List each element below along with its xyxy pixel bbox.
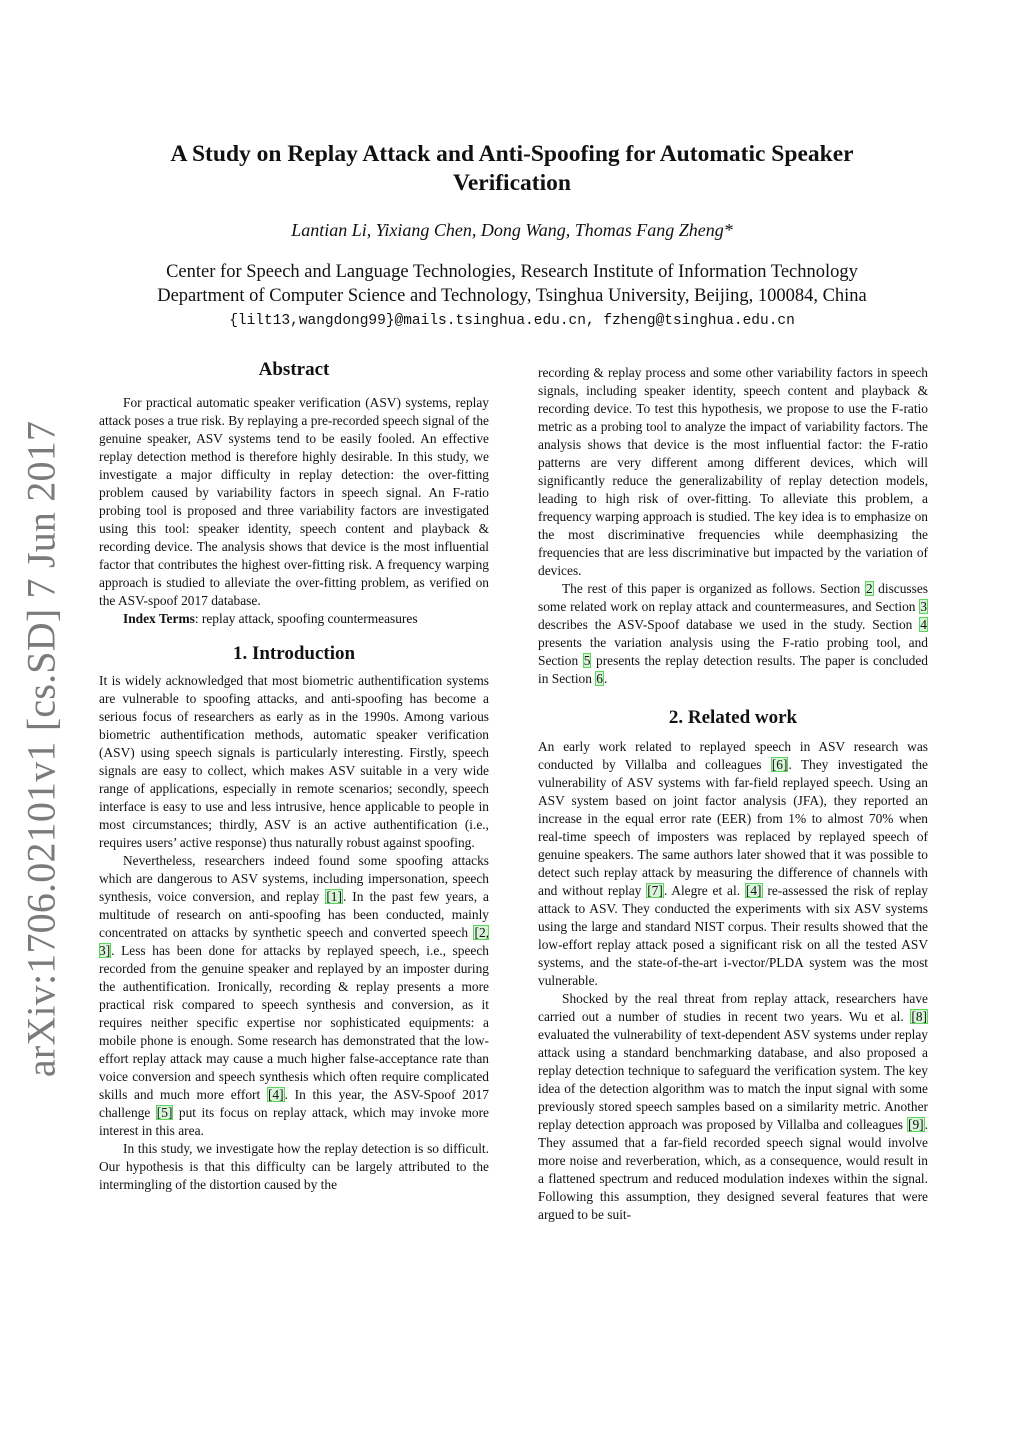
citation-link[interactable]: [8] <box>911 1009 927 1024</box>
affiliation-line-1: Center for Speech and Language Technologies, Research Institute of Information Technology <box>166 262 858 282</box>
introduction-heading: 1. Introduction <box>232 643 356 664</box>
author-emails: {lilt13,wangdong99}@mails.tsinghua.edu.cn, fzheng@tsinghua.edu.cn <box>229 313 795 329</box>
rel-p1-text-d: re-assessed the risk of replay attack to ASV. They conducted the experiments with six ASV systems using the large and standard NIST corpus. Their results showed that the low-effort replay attack posed a significant risk on all the tested ASV systems, and the state-of-the-art i-vector/PLDA system was the most vulnerable. <box>538 883 928 988</box>
organization-paragraph <box>538 580 928 688</box>
citation-link[interactable]: [9] <box>908 1117 924 1132</box>
section-link[interactable]: 3 <box>920 599 927 614</box>
intro-p2-text-e: put its focus on replay attack, which may invoke more interest in this area. <box>99 1105 489 1138</box>
abstract-text: For practical automatic speaker verification (ASV) systems, replay attack poses a true risk. By replaying a pre-recorded speech signal of the genuine speaker, ASV systems tend to be easily fooled. An effective replay detection method is therefore highly desirable. In this study, we investigate a major difficulty in replay detection: the over-fitting problem caused by variability factors in speech signal. An F-ratio probing tool is proposed and three variability factors are investigated using this tool: speaker identity, speech content and playback & recording device. The analysis shows that device is the most influential factor that contributes the highest over-fitting risk. A frequency warping approach is studied to alleviate the over-fitting problem, as verified on the ASV-spoof 2017 database. <box>99 395 489 608</box>
rel-p2-text-b: evaluated the vulnerability of text-dependent ASV systems under replay attack using a standard benchmarking database, and also proposed a replay detection technique to safeguard the verification system. The key idea of the detection algorithm was to match the input signal with some previously stored speech samples based on a similarity metric. Another replay detection approach was proposed by Villalba and colleagues <box>538 1027 928 1132</box>
intro-p2-text-d: . In this year, the ASV-Spoof 2017 challenge <box>99 1087 490 1120</box>
abstract-heading: Abstract <box>258 359 330 380</box>
citation-link[interactable]: [5] <box>156 1105 173 1120</box>
rel-p1-text-a: An early work related to replayed speech in ASV research was conducted by Villalba and colleagues <box>538 739 928 772</box>
intro-continued-paragraph: recording & replay process and some other variability factors in speech signals, including speaker identity, speech content and playback & recording device. To test this hypothesis, we propose to use the F-ratio metric as a probing tool to analyze the impact of variability factors. The analysis shows that device is the most influential factor: the F-ratio patterns are very different among different devices, which will significantly reduce the generalizability of replay detection models, leading to high risk of over-fitting. To alleviate this problem, a frequency warping approach is studied. The key idea is to emphasize on the most discriminative frequencies while deemphasizing the frequencies that are less discriminative but impacted by the variation of devices. <box>538 365 928 578</box>
citation-link[interactable]: [6] <box>771 757 788 772</box>
related-paragraph-1 <box>538 738 928 990</box>
org-text-c: describes the ASV-Spoof database we used in the study. Section <box>538 617 920 632</box>
citation-link[interactable]: [2, 3] <box>99 925 489 958</box>
paper-title <box>112 140 912 198</box>
org-text-a: The rest of this paper is organized as follows. Section <box>562 581 865 596</box>
left-column <box>99 358 489 1194</box>
intro-p2-text-b: . In the past few years, a multitude of research on anti-spoofing has been conducted, mainly concentrated on attacks by synthetic speech and converted speech <box>99 889 489 940</box>
section-link[interactable]: 5 <box>583 653 591 668</box>
org-text-e: presents the replay detection results. The paper is concluded in Section <box>538 653 929 686</box>
org-text-f: . <box>603 671 608 686</box>
related-work-heading: 2. Related work <box>668 707 798 728</box>
citation-link[interactable]: [4] <box>745 883 762 898</box>
rel-p1-text-c: . Alegre et al. <box>663 883 745 898</box>
intro-paragraph-1: It is widely acknowledged that most biometric authentification systems are vulnerable to spoofing attacks, and anti-spoofing has become a serious focus of researchers as early as in the 1990s. Among various biometric authentification methods, automatic speaker verification (ASV) using speech signals is particularly interesting. Firstly, speech signals are easy to collect, which makes ASV suitable in a very wide range of applications, especially in remote scenarios; secondly, speech interface is easy to use and less intrusive, hence applicable to people in most circumstances; thirdly, ASV is an active authentification (i.e., requires users’ active response) thus naturally robust against spoofing. <box>99 673 489 850</box>
affiliation <box>62 260 962 308</box>
rel-p1-text-b: . They investigated the vulnerability of ASV systems with far-field replayed speech. Using an ASV system based on joint factor analysis (JFA), they reported an increase in the equal error rate (EER) from 1% to almost 70% when real-time speech of imposters was replaced by replayed speech of genuine speakers. The same authors later showed that it was possible to detect such replay attack by measuring the difference of channels with and without replay <box>538 757 928 898</box>
citation-link[interactable]: [7] <box>647 883 663 898</box>
arxiv-identifier-stamp: arXiv:1706.02101v1 [cs.SD] 7 Jun 2017 <box>18 420 64 1078</box>
intro-p2-text-c: . Less has been done for attacks by replayed speech, i.e., speech recorded from the genuine speaker and replayed by an imposter during the authentification. Ironically, recording & replay presents a more practical risk compared to speech synthesis and conversion, as it requires neither specific expertise nor sophisticated equipments: a mobile phone is enough. Some research has demonstrated that the low-effort replay attack may cause a much higher false-acceptance rate than voice conversion and speech synthesis which often require complicated skills and much more effort <box>99 943 489 1102</box>
title-line-2: Verification <box>453 170 571 196</box>
section-link[interactable]: 2 <box>865 581 873 596</box>
section-link[interactable]: 4 <box>920 617 927 632</box>
citation-link[interactable]: [4] <box>267 1087 284 1102</box>
section-link[interactable]: 6 <box>596 671 603 686</box>
right-column <box>538 364 928 1224</box>
rel-p2-text-a: Shocked by the real threat from replay attack, researchers have carried out a number of studies in recent two years. Wu et al. <box>538 991 928 1024</box>
org-text-d: presents the variation analysis using the F-ratio probing tool, and Section <box>538 635 928 668</box>
affiliation-line-2: Department of Computer Science and Technology, Tsinghua University, Beijing, 100084, China <box>157 286 867 306</box>
related-paragraph-2 <box>538 990 928 1224</box>
title-line-1: A Study on Replay Attack and Anti-Spoofing for Automatic Speaker <box>170 141 854 167</box>
abstract-body <box>99 394 489 628</box>
org-text-b: discusses some related work on replay attack and countermeasures, and Section <box>538 581 929 614</box>
intro-paragraph-3: In this study, we investigate how the replay detection is so difficult. Our hypothesis is that this difficulty can be largely attributed to the intermingling of the distortion caused by the <box>99 1141 489 1192</box>
citation-link[interactable]: [1] <box>326 889 342 904</box>
intro-p2-text-a: Nevertheless, researchers indeed found some spoofing attacks which are dangerous to ASV systems, including impersonation, speech synthesis, voice conversion, and replay <box>99 853 489 904</box>
intro-paragraph-2 <box>99 852 489 1140</box>
author-list: Lantian Li, Yixiang Chen, Dong Wang, Thomas Fang Zheng* <box>291 220 733 240</box>
index-terms-label: Index Terms <box>123 611 195 626</box>
index-terms-text: : replay attack, spoofing countermeasures <box>194 611 418 626</box>
rel-p2-text-c: . They assumed that a far-field recorded speech signal would involve more noise and reverberation, which, as a consequence, would result in a flattened spectrum and reduced modulation indexes within the signal. Following this assumption, they designed several features that were argued to be suit- <box>538 1117 928 1222</box>
index-terms <box>99 610 489 628</box>
